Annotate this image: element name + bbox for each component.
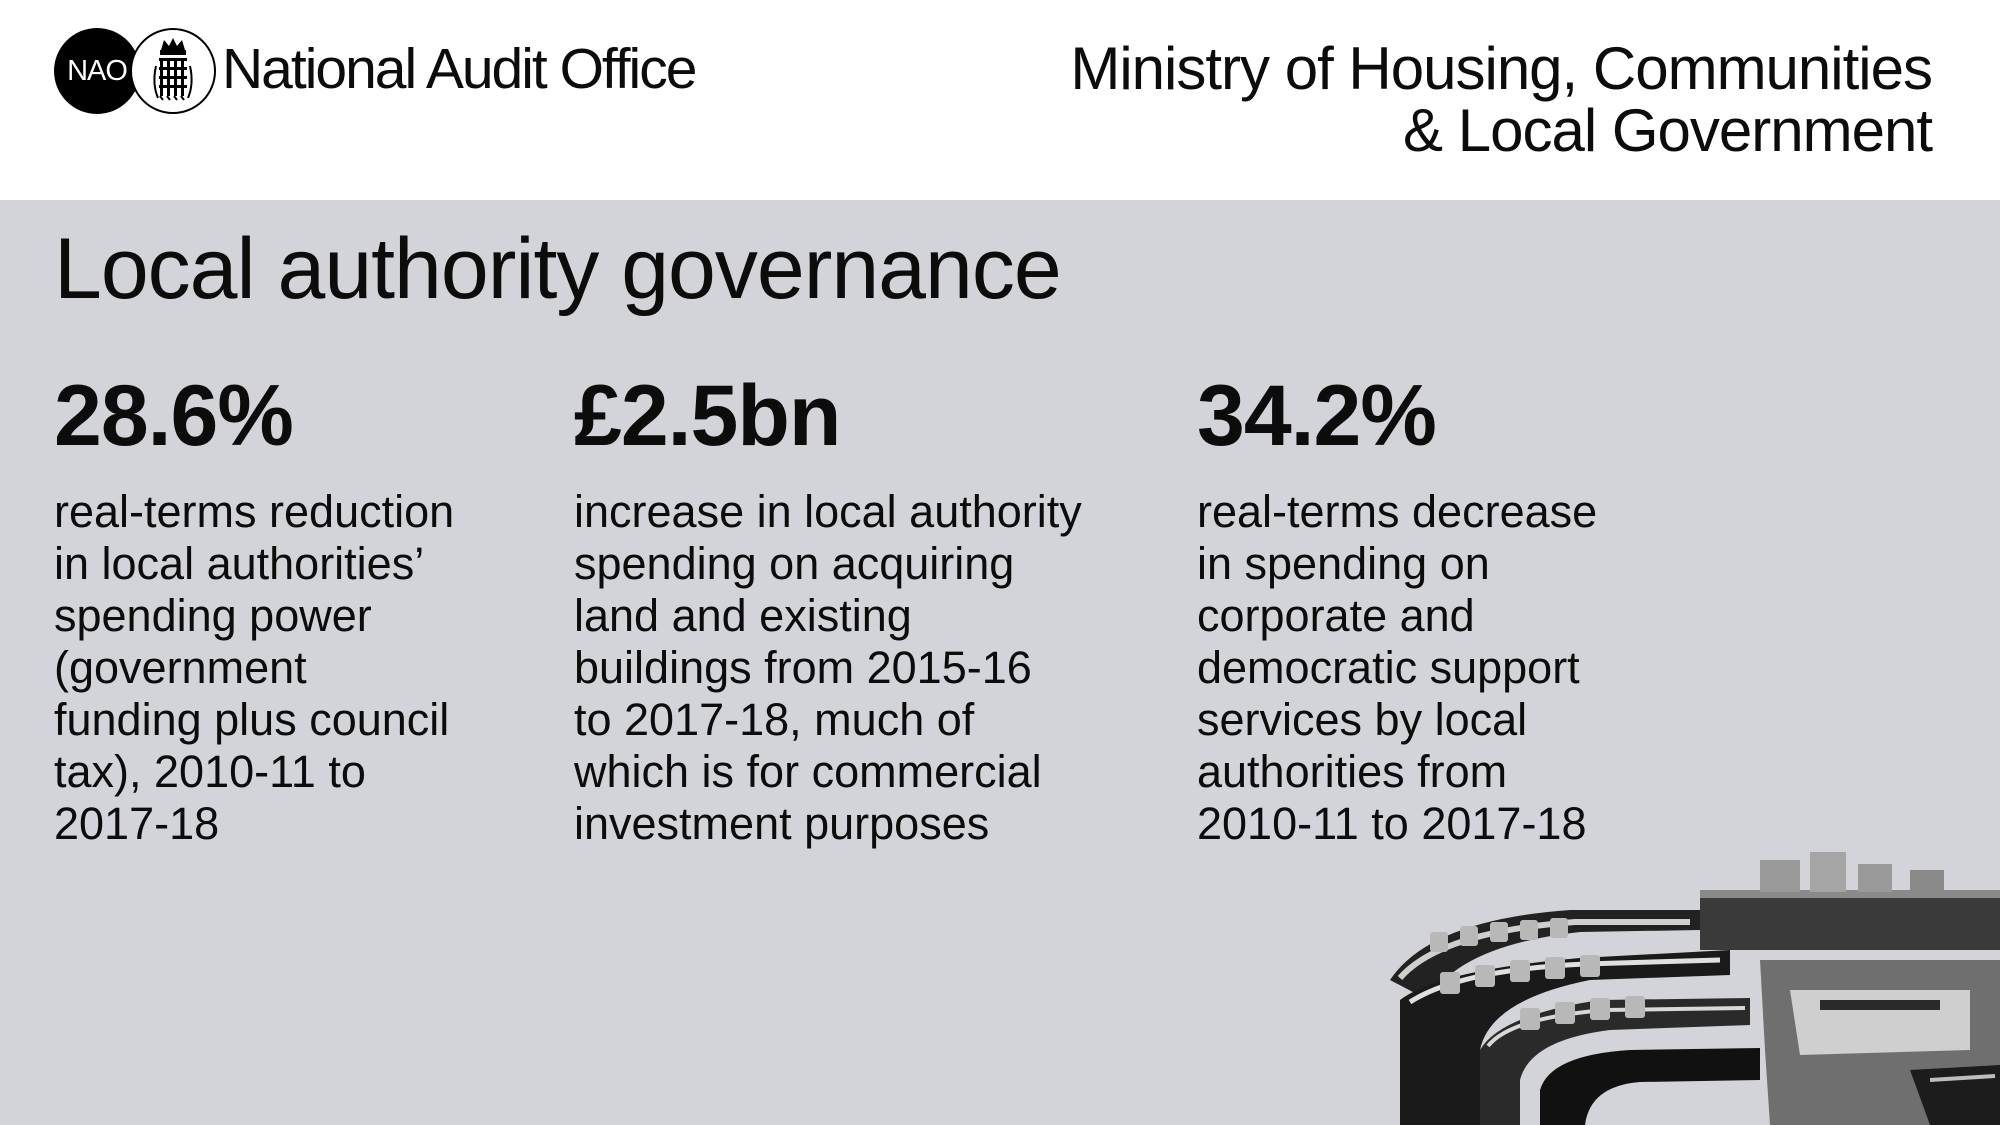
ministry-name [1070,35,1932,164]
stat-spending-power [54,366,544,850]
portcullis-crest-icon [148,36,198,106]
content-panel [0,200,2000,1125]
nao-logo [54,28,214,116]
ministry-line-2: & Local Government [1403,97,1932,164]
stat-description: real-terms reduction in local authorities’ spending power (government funding plus council tax), 2010-11 to 2017-18 [54,486,455,849]
page-header [0,0,2000,200]
stat-land-spending [574,366,1134,850]
ministry-line-1: Ministry of Housing, Communities [1070,35,1932,102]
stat-value: 28.6% [54,368,293,464]
stat-corporate-spending [1197,366,1717,850]
page-title: Local authority governance [54,221,1061,317]
nao-badge: NAO [54,28,140,114]
stat-description: increase in local authority spending on acquiring land and existing buildings from 2015-16 to 2017-18, much of which is for commercial investment purposes [574,486,1082,849]
council-chamber-illustration [1370,850,2000,1125]
stat-value: £2.5bn [574,368,841,464]
organisation-name: National Audit Office [222,37,696,101]
stat-value: 34.2% [1197,368,1436,464]
stat-description: real-terms decrease in spending on corporate and democratic support services by local authorities from 2010-11 to 2017-18 [1197,486,1598,849]
